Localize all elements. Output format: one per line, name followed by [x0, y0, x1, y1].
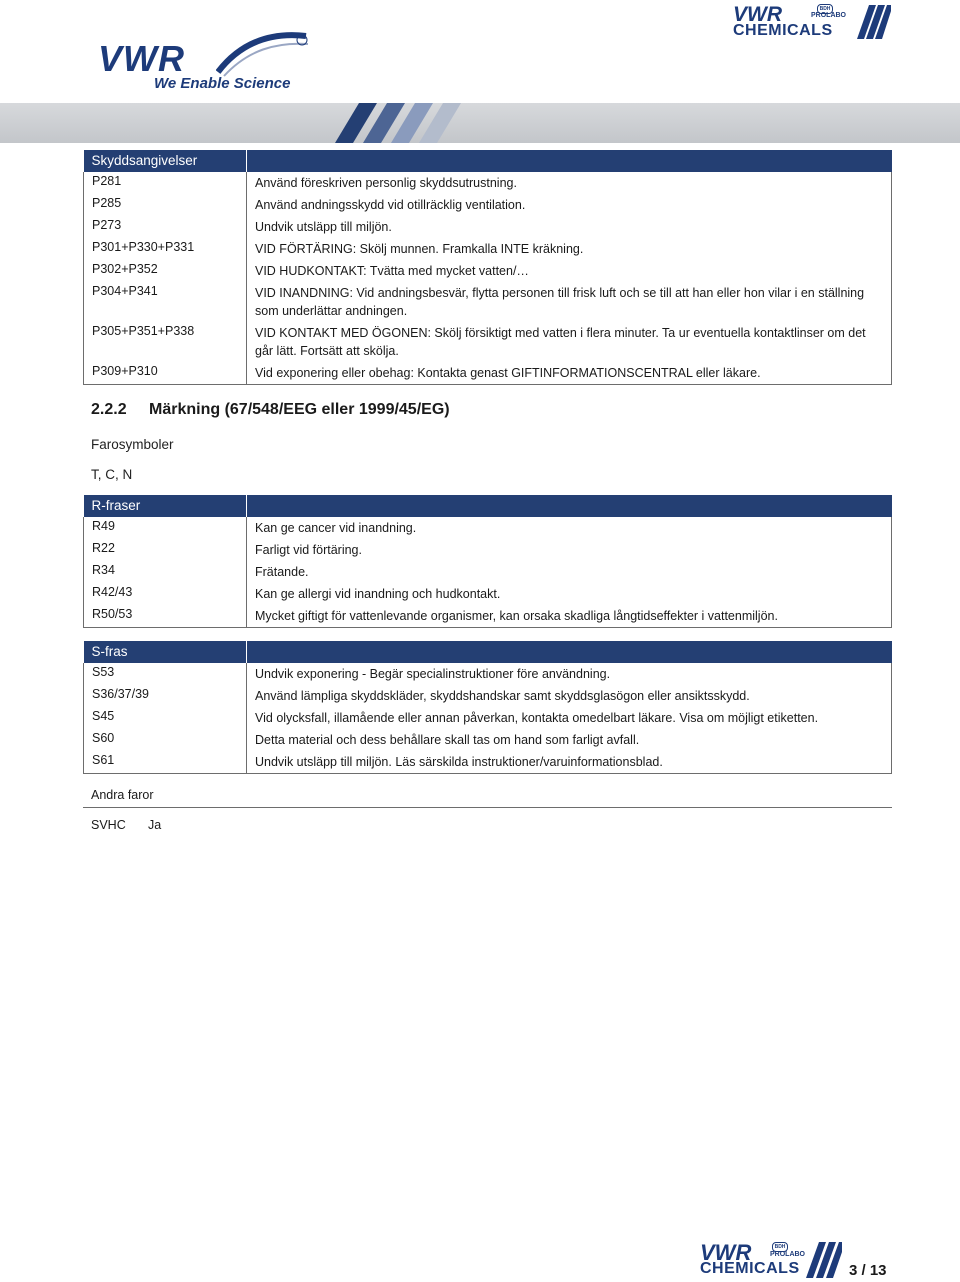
section-title: Märkning (67/548/EEG eller 1999/45/EG) [149, 401, 450, 418]
page-number: 3 / 13 [849, 1262, 887, 1279]
phrase-code: R50/53 [84, 605, 247, 628]
statement-text: Använd andningsskydd vid otillräcklig ventilation. [247, 194, 892, 216]
footer-logo [700, 1240, 850, 1280]
table-heading: R-fraser [84, 495, 247, 517]
statement-code: P302+P352 [84, 260, 247, 282]
s-phrases-table [83, 641, 892, 774]
phrase-text: Farligt vid förtäring. [247, 539, 892, 561]
statement-text: Vid exponering eller obehag: Kontakta genast GIFTINFORMATIONSCENTRAL eller läkare. [247, 362, 892, 385]
phrase-code: R22 [84, 539, 247, 561]
chemicals-text: CHEMICALS [733, 22, 833, 39]
phrase-code: S60 [84, 729, 247, 751]
footer-logo-vwr: VWR [700, 1240, 752, 1265]
hazard-symbols-value: T, C, N [91, 467, 133, 482]
phrase-code: S36/37/39 [84, 685, 247, 707]
phrase-code: R34 [84, 561, 247, 583]
section-heading [91, 401, 450, 419]
prolabo-text: PROLABO [770, 1251, 805, 1258]
vwr-logo-text: VWR [98, 38, 185, 79]
statement-code: P273 [84, 216, 247, 238]
statement-code: P309+P310 [84, 362, 247, 385]
phrase-text: Frätande. [247, 561, 892, 583]
stripes-decoration [335, 103, 465, 143]
phrase-code: S53 [84, 663, 247, 685]
dna-swoosh-icon [216, 32, 311, 77]
vwr-logo [98, 32, 328, 96]
phrase-code: R42/43 [84, 583, 247, 605]
precautionary-table [83, 150, 892, 385]
svhc-label: SVHC [91, 818, 126, 832]
section-number: 2.2.2 [91, 401, 127, 418]
prolabo-text: PROLABO [811, 12, 846, 19]
bdh-badge: BDH [772, 1242, 788, 1252]
table-heading: Skyddsangivelser [84, 150, 247, 172]
phrase-text: Kan ge cancer vid inandning. [247, 517, 892, 539]
statement-code: P304+P341 [84, 282, 247, 322]
slash-stripes-icon [857, 5, 891, 39]
statement-text: Använd föreskriven personlig skyddsutrustning. [247, 172, 892, 194]
phrase-text: Använd lämpliga skyddskläder, skyddshandskar samt skyddsglasögon eller ansiktsskydd. [247, 685, 892, 707]
divider [83, 807, 892, 808]
chem-logo-vwr: VWR [733, 3, 782, 26]
vwr-chemicals-logo [733, 3, 933, 41]
phrase-text: Kan ge allergi vid inandning och hudkontakt. [247, 583, 892, 605]
svhc-value: Ja [148, 818, 162, 832]
vwr-tagline: We Enable Science [154, 75, 291, 92]
table-heading: S-fras [84, 641, 247, 663]
statement-code: P285 [84, 194, 247, 216]
hazard-symbols-label: Farosymboler [91, 437, 174, 452]
slash-stripes-icon [806, 1242, 842, 1278]
chemicals-text: CHEMICALS [700, 1260, 800, 1277]
statement-text: Undvik utsläpp till miljön. [247, 216, 892, 238]
phrase-text: Undvik exponering - Begär specialinstruktioner före användning. [247, 663, 892, 685]
phrase-code: R49 [84, 517, 247, 539]
statement-code: P281 [84, 172, 247, 194]
r-phrases-table [83, 495, 892, 628]
phrase-code: S61 [84, 751, 247, 774]
statement-text: VID KONTAKT MED ÖGONEN: Skölj försiktigt med vatten i flera minuter. Ta ur eventuella kontaktlinser om det går lätt. Fortsätt att skölja. [247, 322, 892, 362]
phrase-code: S45 [84, 707, 247, 729]
statement-text: VID HUDKONTAKT: Tvätta med mycket vatten/… [247, 260, 892, 282]
statement-text: VID INANDNING: Vid andningsbesvär, flytta personen till frisk luft och se till att han eller hon vilar i en ställning som underlättar andningen. [247, 282, 892, 322]
other-hazards-label: Andra faror [91, 788, 154, 802]
phrase-text: Vid olycksfall, illamående eller annan påverkan, kontakta omedelbart läkare. Visa om möjligt etiketten. [247, 707, 892, 729]
statement-code: P305+P351+P338 [84, 322, 247, 362]
statement-text: VID FÖRTÄRING: Skölj munnen. Framkalla INTE kräkning. [247, 238, 892, 260]
page-header [0, 0, 960, 145]
bdh-badge: BDH [817, 4, 833, 14]
phrase-text: Mycket giftigt för vattenlevande organismer, kan orsaka skadliga långtidseffekter i vattenmiljön. [247, 605, 892, 628]
phrase-text: Detta material och dess behållare skall tas om hand som farligt avfall. [247, 729, 892, 751]
phrase-text: Undvik utsläpp till miljön. Läs särskilda instruktioner/varuinformationsblad. [247, 751, 892, 774]
header-band [0, 103, 960, 143]
statement-code: P301+P330+P331 [84, 238, 247, 260]
